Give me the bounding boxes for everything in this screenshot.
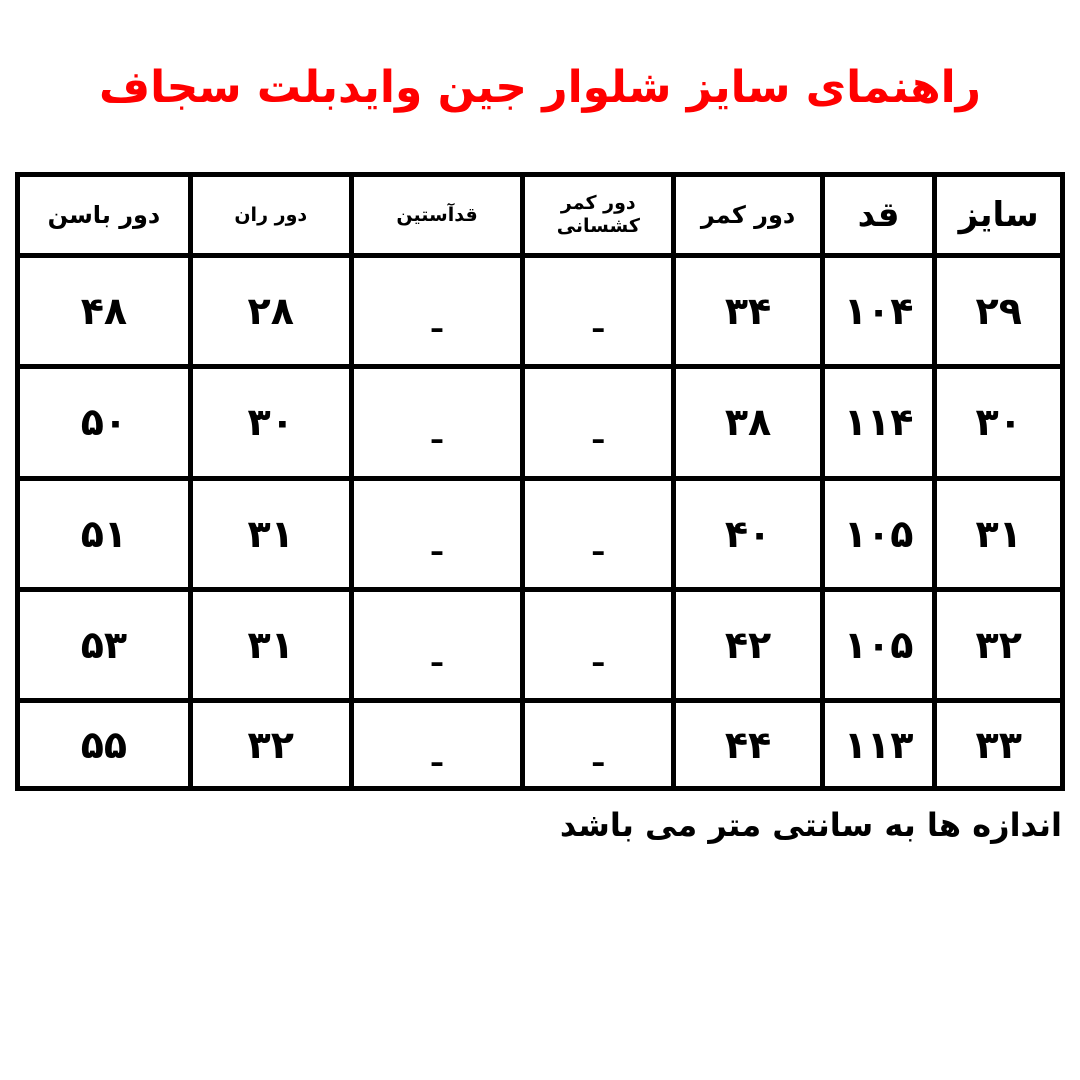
cell-size: ۳۳ xyxy=(935,701,1063,789)
units-footnote: اندازه ها به سانتی متر می باشد xyxy=(559,806,1062,844)
cell-length: ۱۰۴ xyxy=(822,256,935,367)
cell-waist: ۴۴ xyxy=(674,701,823,789)
cell-sleeve-length xyxy=(351,701,523,789)
empty-dash: ـ xyxy=(593,305,604,341)
cell-stretch-waist xyxy=(523,367,674,478)
header-stretch-waist-line1: دور کمر xyxy=(560,192,636,215)
empty-dash: ـ xyxy=(593,738,604,774)
header-thigh: دور ران xyxy=(190,175,351,256)
cell-sleeve-length xyxy=(351,478,523,589)
cell-size: ۳۰ xyxy=(935,367,1063,478)
table-row xyxy=(18,701,1063,789)
cell-length: ۱۱۳ xyxy=(822,701,935,789)
cell-thigh: ۳۰ xyxy=(190,367,351,478)
cell-hip: ۵۰ xyxy=(18,367,191,478)
cell-sleeve-length xyxy=(351,256,523,367)
table-row xyxy=(18,367,1063,478)
cell-stretch-waist xyxy=(523,589,674,700)
cell-stretch-waist xyxy=(523,478,674,589)
page-title: راهنمای سایز شلوار جین وایدبلت سجاف xyxy=(98,62,982,113)
header-sleeve-length: قدآستین xyxy=(351,175,523,256)
cell-length: ۱۰۵ xyxy=(822,589,935,700)
cell-thigh: ۳۲ xyxy=(190,701,351,789)
table-row xyxy=(18,478,1063,589)
header-waist: دور کمر xyxy=(674,175,823,256)
empty-dash: ـ xyxy=(431,305,443,341)
cell-thigh: ۳۱ xyxy=(190,478,351,589)
header-length: قد xyxy=(822,175,935,256)
cell-thigh: ۳۱ xyxy=(190,589,351,700)
header-hip: دور باسن xyxy=(18,175,191,256)
cell-sleeve-length xyxy=(351,589,523,700)
table-header-row xyxy=(18,175,1063,256)
cell-hip: ۵۳ xyxy=(18,589,191,700)
cell-waist: ۳۴ xyxy=(674,256,823,367)
header-stretch-waist xyxy=(523,175,674,256)
empty-dash: ـ xyxy=(431,416,443,452)
cell-waist: ۴۲ xyxy=(674,589,823,700)
cell-length: ۱۱۴ xyxy=(822,367,935,478)
empty-dash: ـ xyxy=(593,527,604,563)
cell-sleeve-length xyxy=(351,367,523,478)
cell-thigh: ۲۸ xyxy=(190,256,351,367)
empty-dash: ـ xyxy=(431,527,443,563)
empty-dash: ـ xyxy=(593,416,604,452)
cell-size: ۲۹ xyxy=(935,256,1063,367)
empty-dash: ـ xyxy=(431,639,443,675)
empty-dash: ـ xyxy=(593,639,604,675)
cell-stretch-waist xyxy=(523,701,674,789)
cell-stretch-waist xyxy=(523,256,674,367)
table-row xyxy=(18,256,1063,367)
cell-waist: ۴۰ xyxy=(674,478,823,589)
size-chart-table xyxy=(15,172,1065,791)
header-stretch-waist-line2: کشسانی xyxy=(556,215,640,237)
cell-waist: ۳۸ xyxy=(674,367,823,478)
empty-dash: ـ xyxy=(431,738,443,774)
table-row xyxy=(18,589,1063,700)
cell-hip: ۴۸ xyxy=(18,256,191,367)
cell-size: ۳۲ xyxy=(935,589,1063,700)
cell-length: ۱۰۵ xyxy=(822,478,935,589)
cell-hip: ۵۵ xyxy=(18,701,191,789)
cell-hip: ۵۱ xyxy=(18,478,191,589)
header-size: سایز xyxy=(935,175,1063,256)
cell-size: ۳۱ xyxy=(935,478,1063,589)
